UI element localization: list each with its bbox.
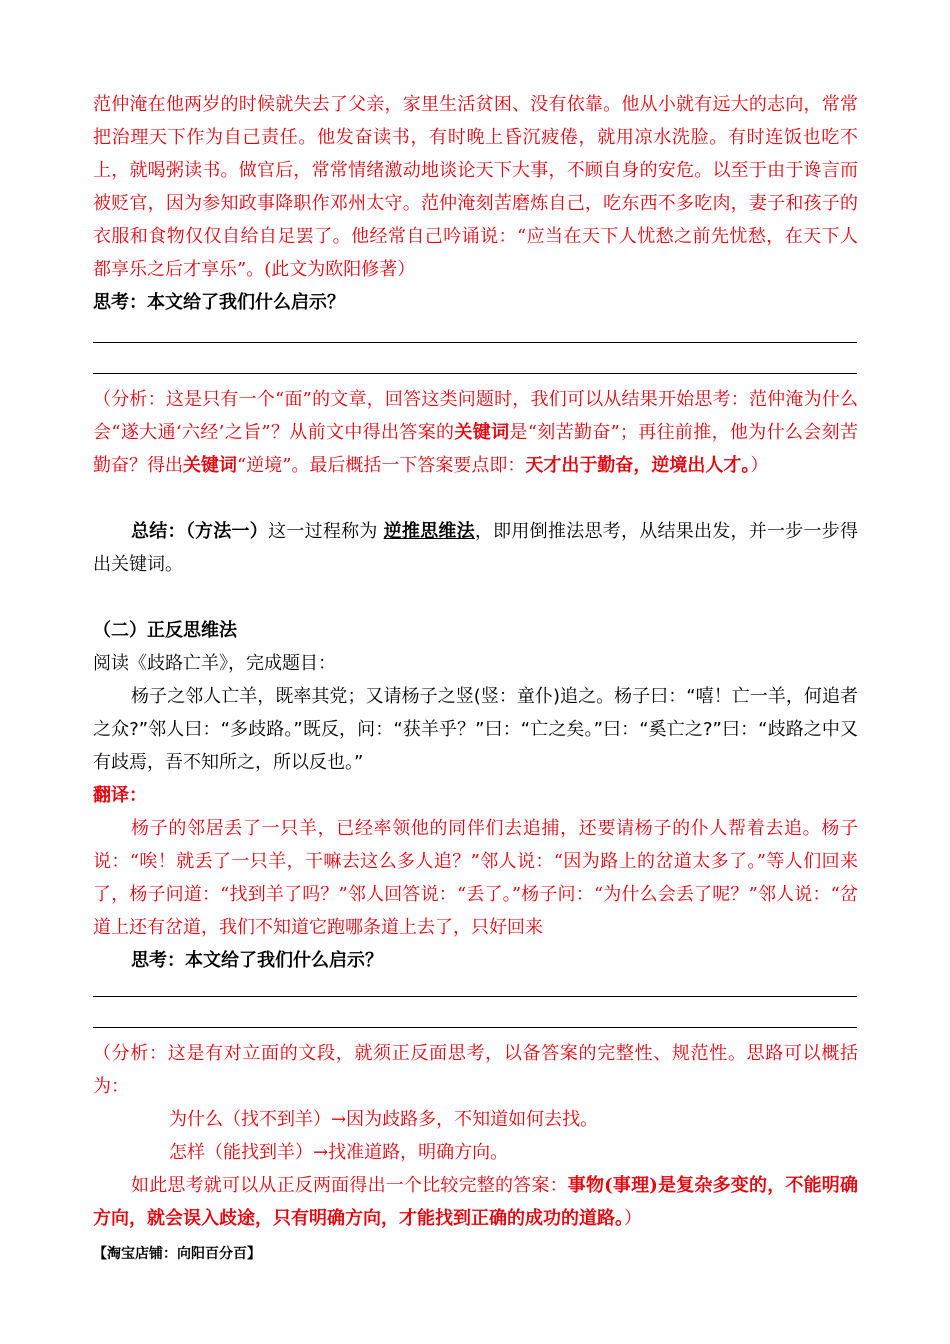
analysis-1-text-d: ） bbox=[750, 455, 769, 476]
analysis-1-text-b: 是“刻苦勤奋”；再往前推，他为什么会刻苦勤奋？得出 bbox=[93, 422, 858, 476]
analysis-1-keyword-a: 关键词 bbox=[454, 422, 510, 443]
summary-text-b: ，即用倒推法思考，从结果出发，并一步一步得出关键词。 bbox=[93, 521, 859, 575]
analysis-2-answer: 事物(事理)是复杂多变的，不能明确方向，就会误入歧途，只有明确方向，才能找到正确的成功的道路。 bbox=[93, 1175, 858, 1229]
analysis-2-text-a: 如此思考就可以从正反两面得出一个比较完整的答案： bbox=[131, 1175, 568, 1196]
analysis-2-intro: （分析：这是有对立面的文段，就须正反面思考，以备答案的完整性、规范性。思路可以概括为： bbox=[93, 1043, 858, 1097]
summary-text-a: 这一过程称为 bbox=[268, 521, 384, 542]
translation-label: 翻译： bbox=[93, 785, 147, 806]
answer-line-4 bbox=[93, 1027, 857, 1028]
analysis-2-conclusion bbox=[93, 1169, 858, 1235]
summary-paragraph bbox=[93, 515, 858, 581]
analysis-2-line-how: 怎样（能找到羊）→找准道路，明确方向。 bbox=[169, 1142, 509, 1163]
analysis-2-line-why: 为什么（找不到羊）→因为歧路多，不知道如何去找。 bbox=[169, 1109, 599, 1130]
summary-term: 逆推思维法 bbox=[383, 521, 475, 542]
analysis-1-text-a: （分析：这是只有一个“面”的文章，回答这类问题时，我们可以从结果开始思考：范仲淹为什么会“遂大通‘六经’之旨”？从前文中得出答案的 bbox=[93, 389, 858, 443]
answer-line-2 bbox=[93, 373, 857, 374]
answer-line-3 bbox=[93, 996, 857, 997]
analysis-1-keyword-b: 关键词 bbox=[183, 455, 237, 476]
analysis-2-text-b: ） bbox=[624, 1208, 642, 1229]
analysis-1 bbox=[93, 383, 858, 482]
think-question-2: 思考：本文给了我们什么启示？ bbox=[131, 950, 383, 971]
think-question-1: 思考：本文给了我们什么启示？ bbox=[93, 292, 345, 313]
footer-shop: 【淘宝店铺：向阳百分百】 bbox=[93, 1246, 261, 1262]
classical-text: 杨子之邻人亡羊，既率其党；又请杨子之竖(竖：童仆)追之。杨子曰：“嘻！亡一羊，何追者之众?”邻人曰：“多歧路。”既反，问：“获羊乎？”曰：“亡之矣。”曰：“奚亡之?”曰：“歧路之中又有歧焉，吾不知所之，所以反也。” bbox=[93, 686, 858, 773]
summary-method: （方法一） bbox=[185, 521, 269, 542]
answer-line-1 bbox=[93, 342, 857, 343]
analysis-1-text-c: “逆境”。最后概括一下答案要点即： bbox=[237, 455, 526, 476]
passage-fan-zhongyan: 范仲淹在他两岁的时候就失去了父亲，家里生活贫困、没有依靠。他从小就有远大的志向，常常把治理天下作为自己责任。他发奋读书，有时晚上昏沉疲倦，就用凉水洗脸。有时连饭也吃不上，就喝粥读书。做官后，常常情绪激动地谈论天下大事，不顾自身的安危。以至于由于谗言而被贬官，因为参知政事降职作邓州太守。范仲淹刻苦磨炼自己，吃东西不多吃肉，妻子和孩子的衣服和食物仅仅自给自足罢了。他经常自己吟诵说：“应当在天下人忧愁之前先忧愁，在天下人都享乐之后才享乐”。(此文为欧阳修著） bbox=[93, 94, 858, 280]
translation-text: 杨子的邻居丢了一只羊，已经率领他的同伴们去追捕，还要请杨子的仆人帮着去追。杨子说：“唉！就丢了一只羊，干嘛去这么多人追？”邻人说：“因为路上的岔道太多了。”等人们回来了，杨子问道：“找到羊了吗？”邻人回答说：“丢了。”杨子问：“为什么会丢了呢？”邻人说：“岔道上还有岔道，我们不知道它跑哪条道上去了，只好回来 bbox=[93, 818, 858, 938]
summary-label: 总结： bbox=[131, 521, 186, 542]
analysis-1-conclusion: 天才出于勤奋，逆境出人才。 bbox=[525, 455, 751, 476]
section-2-title: （二）正反思维法 bbox=[93, 620, 237, 641]
read-prompt: 阅读《歧路亡羊》，完成题目： bbox=[93, 653, 336, 674]
